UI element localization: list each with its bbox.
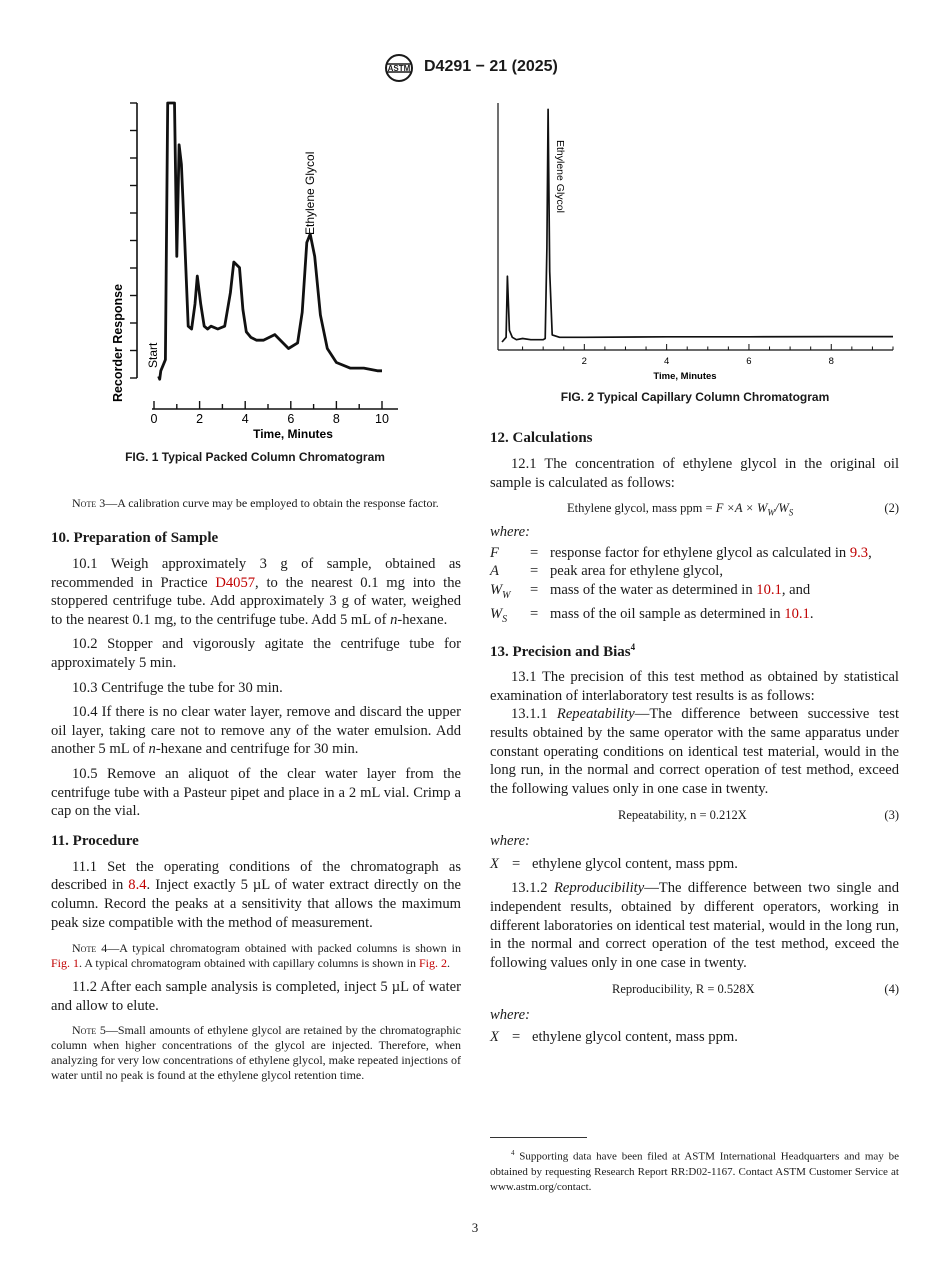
fig1-x-tick-label: 4 [241, 412, 249, 426]
para-11-2: 11.2 After each sample analysis is completed, inject 5 µL of water and allow to elute. [51, 979, 461, 1014]
ref-d4057[interactable]: D4057 [215, 574, 256, 591]
section-10-title: 10. Preparation of Sample [51, 530, 219, 546]
fig1-start-label: Start [146, 342, 160, 368]
note-3: Note 3—A calibration curve may be employed to obtain the response factor. [72, 496, 439, 510]
ref-fig-1[interactable]: Fig. 1 [51, 956, 80, 971]
equation-3: Repeatability, n = 0.212X (3) [618, 808, 899, 823]
note-4: Note 4—A typical chromatogram obtained with packed columns is shown in Fig. 1. A typical chromatogram obtained with capillary columns is shown in Fig. 2. [51, 941, 461, 971]
page-number: 3 [471, 1220, 479, 1235]
section-12-title: 12. Calculations [490, 430, 593, 446]
para-10-4: 10.4 If there is no clear water layer, remove and discard the upper oil layer, taking care not to remove any of the water emulsion. Add another 5 mL of n-hexane and centrifuge for 30 min. [51, 704, 461, 758]
equation-2: Ethylene glycol, mass ppm = $F \times A \times W_W/W_S$ (2) [567, 501, 899, 518]
where-label-2: where: [490, 833, 530, 850]
fig1-x-tick-label: 0 [150, 412, 158, 426]
fig2-caption: FIG. 2 Typical Capillary Column Chromatogram [560, 390, 830, 404]
footnote-4: $^4$ Supporting data have been filed at ASTM International Headquarters and may be obtained by requesting Research Report RR:D02-1167. Contact ASTM Customer Service at www.astm.org/contact. [490, 1149, 899, 1193]
section-13-title: 13. Precision and Bias$^4$ [490, 642, 636, 661]
para-11-1: 11.1 Set the operating conditions of the chromatograph as described in 8.4. Inject exactly 5 µL of water extract directly on the column. Record the peaks at a sensitivity that allows the maximum peak size compatible with the method of measurement. [51, 858, 461, 931]
fig1-chart [100, 95, 410, 445]
figure-1 [100, 95, 410, 445]
section-11-title: 11. Procedure [51, 832, 139, 849]
equation-4: Reproducibility, R = 0.528X (4) [612, 982, 899, 997]
fig2-x-tick-label: 4 [663, 356, 670, 367]
def-ww: $W_W$ = mass of the water as determined in 10.1, and [490, 581, 811, 601]
ref-fig-2[interactable]: Fig. 2 [418, 956, 447, 971]
logo-text: ASTM [387, 64, 411, 73]
astm-logo [380, 53, 418, 83]
def-a: A = peak area for ethylene glycol, [490, 563, 724, 580]
fig2-eg-label: Ethylene Glycol [554, 140, 566, 213]
fig1-x-tick-label: 10 [375, 412, 389, 426]
def-f: F = response factor for ethylene glycol as calculated in 9.3, [490, 544, 872, 561]
fig2-xlabel: Time, Minutes [653, 371, 717, 382]
para-12-1: 12.1 The concentration of ethylene glycol in the original oil sample is calculated as follows: [490, 456, 899, 491]
figure-2 [490, 95, 900, 385]
para-13-1: 13.1 The precision of this test method as obtained by statistical examination of interlaboratory test results is as follows: [490, 669, 899, 704]
fig1-x-tick-label: 6 [287, 412, 295, 426]
fig1-xlabel: Time, Minutes [253, 427, 333, 441]
def-x-2: X = ethylene glycol content, mass ppm. [490, 1028, 738, 1045]
fig2-x-tick-label: 2 [581, 356, 587, 367]
definitions-12 [490, 544, 899, 629]
para-10-2: 10.2 Stopper and vigorously agitate the centrifuge tube for approximately 5 min. [51, 636, 461, 671]
footnote-rule [490, 1137, 587, 1138]
fig2-chart [490, 95, 900, 385]
fig1-x-tick-label: 2 [196, 412, 204, 426]
page-header [380, 53, 580, 83]
right-column [490, 430, 899, 1046]
fig1-eg-label: Ethylene Glycol [303, 151, 317, 235]
where-label-1: where: [490, 524, 530, 541]
para-10-3: 10.3 Centrifuge the tube for 30 min. [72, 679, 283, 696]
fig1-ylabel: Recorder Response [111, 283, 125, 403]
fig1-series-line [159, 103, 382, 379]
para-13-1-1: 13.1.1 Repeatability—The difference between successive test results obtained by the same operator with the same apparatus under constant operating conditions on identical test material, would in the long run, in the normal and correct operation of test method, exceed the following values only in one case in twenty. [490, 706, 900, 797]
para-10-1: 10.1 Weigh approximately 3 g of sample, obtained as recommended in Practice D4057, to the nearest 0.1 mg into the stoppered centrifuge tube. Add approximately 3 g of water, weighed to the nearest 0.1 mg, to the centrifuge tube. Add 5 mL of n-hexane. [51, 556, 461, 628]
fig2-x-tick-label: 6 [746, 356, 752, 367]
fig1-x-tick-label: 8 [332, 412, 340, 426]
ref-8-4[interactable]: 8.4 [128, 877, 147, 894]
left-column [51, 496, 461, 1083]
note-5: Note 5—Small amounts of ethylene glycol are retained by the chromatographic column when higher concentrations of the glycol are injected. Therefore, when analyzing for very low concentrations of ethylene glycol, make repeated injections of water until no peak is found at the ethylene glycol retention time. [51, 1023, 461, 1083]
fig2-x-tick-label: 8 [828, 356, 834, 367]
ref-10-1-a[interactable]: 10.1 [756, 581, 782, 598]
ref-9-3[interactable]: 9.3 [849, 544, 869, 561]
fig1-caption: FIG. 1 Typical Packed Column Chromatogram [125, 450, 385, 464]
where-label-3: where: [490, 1007, 530, 1024]
def-ws: $W_S$ = mass of the oil sample as determined in 10.1. [490, 605, 814, 625]
para-10-5: 10.5 Remove an aliquot of the clear water layer from the centrifuge tube with a Pasteur pipet and place in a 2 mL vial. Crimp a cap on the vial. [51, 765, 461, 820]
designation: D4291 − 21 (2025) [424, 58, 558, 75]
ref-10-1-b[interactable]: 10.1 [784, 605, 810, 622]
def-x-1: X = ethylene glycol content, mass ppm. [490, 855, 738, 872]
para-13-1-2: 13.1.2 Reproducibility—The difference between two single and independent results, obtained by different operators, working in different laboratories on identical test material, would in the long run, in the normal and correct operation of the test method, exceed the following values only in one case in twenty. [490, 880, 899, 971]
